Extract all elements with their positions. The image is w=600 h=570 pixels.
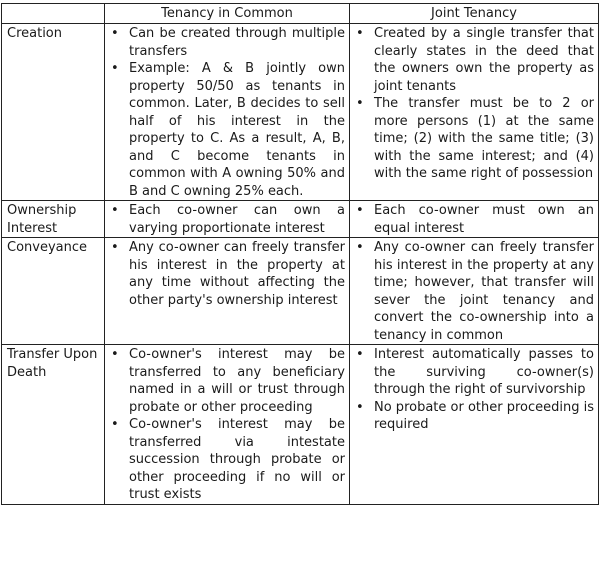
bullet-icon: • [111,26,119,41]
bullet-icon: • [356,26,364,41]
header-tenancy-in-common: Tenancy in Common [105,4,350,24]
row-ownership-interest [2,201,599,238]
list-item [107,202,345,237]
list-item-text: The transfer must be to 2 or more persons (1) at the same time; (2) with the same title; (3) with the same interest; and (4) with the same right of possession [374,96,594,181]
row-label-conveyance: Conveyance [2,238,105,345]
ownership-joint-tenancy-cell [350,201,599,238]
list-item-text: Co-owner's interest may be transferred via intestate succession through probate or other proceeding if no will or trust exists [129,417,345,502]
row-creation [2,24,599,201]
bullet-icon: • [356,96,364,111]
bullet-icon: • [356,203,364,218]
bullet-icon: • [111,417,119,432]
list-item [352,202,594,237]
row-conveyance [2,238,599,345]
list-item [107,346,345,416]
list-item-text: Any co-owner can freely transfer his interest in the property at any time; however, that transfer will sever the joint tenancy and convert the co-ownership into a tenancy in common [374,240,594,343]
header-row [2,4,599,24]
list-item [352,25,594,95]
list-item-text: Can be created through multiple transfers [129,26,345,59]
bullet-icon: • [111,203,119,218]
row-label-transfer-upon-death: Transfer Upon Death [2,345,105,505]
list-item-text: Each co-owner must own an equal interest [374,203,594,236]
creation-joint-tenancy-cell [350,24,599,201]
list-item-text: Created by a single transfer that clearly states in the deed that the owners own the property as joint tenants [374,26,594,94]
death-tenancy-in-common-cell [105,345,350,505]
header-joint-tenancy: Joint Tenancy [350,4,599,24]
header-blank [2,4,105,24]
list-item-text: No probate or other proceeding is required [374,399,594,432]
list-item-text: Any co-owner can freely transfer his interest in the property at any time without affecting the other party's ownership interest [129,240,345,308]
row-label-creation: Creation [2,24,105,201]
bullet-icon: • [356,240,364,255]
bullet-icon: • [356,399,364,415]
list-item [352,346,594,399]
bullet-icon: • [111,347,119,362]
list-item-text: Example: A & B jointly own property 50/50 as tenants in common. Later, B decides to sell half of his interest in the property to C. As a result, A, B, and C become tenants in common with A owning 50% and B and C owning 25% each. [129,61,345,199]
list-item-text: Interest automatically passes to the surviving co-owner(s) through the right of survivorship [374,347,594,397]
list-item [352,95,594,183]
row-transfer-upon-death [2,345,599,505]
list-item [352,239,594,344]
bullet-icon: • [111,240,119,255]
ownership-tenancy-in-common-cell [105,201,350,238]
list-item [107,239,345,309]
conveyance-joint-tenancy-cell [350,238,599,345]
list-item [107,60,345,200]
row-label-ownership-interest: Ownership Interest [2,201,105,238]
comparison-table [1,3,599,505]
death-joint-tenancy-cell [350,345,599,505]
list-item [107,25,345,60]
creation-tenancy-in-common-cell [105,24,350,201]
bullet-icon: • [356,347,364,362]
conveyance-tenancy-in-common-cell [105,238,350,345]
bullet-icon: • [111,61,119,76]
list-item [107,416,345,504]
list-item-text: Co-owner's interest may be transferred to any beneficiary named in a will or trust through probate or other proceeding [129,347,345,415]
list-item [352,399,594,434]
list-item-text: Each co-owner can own a varying proportionate interest [129,203,345,236]
